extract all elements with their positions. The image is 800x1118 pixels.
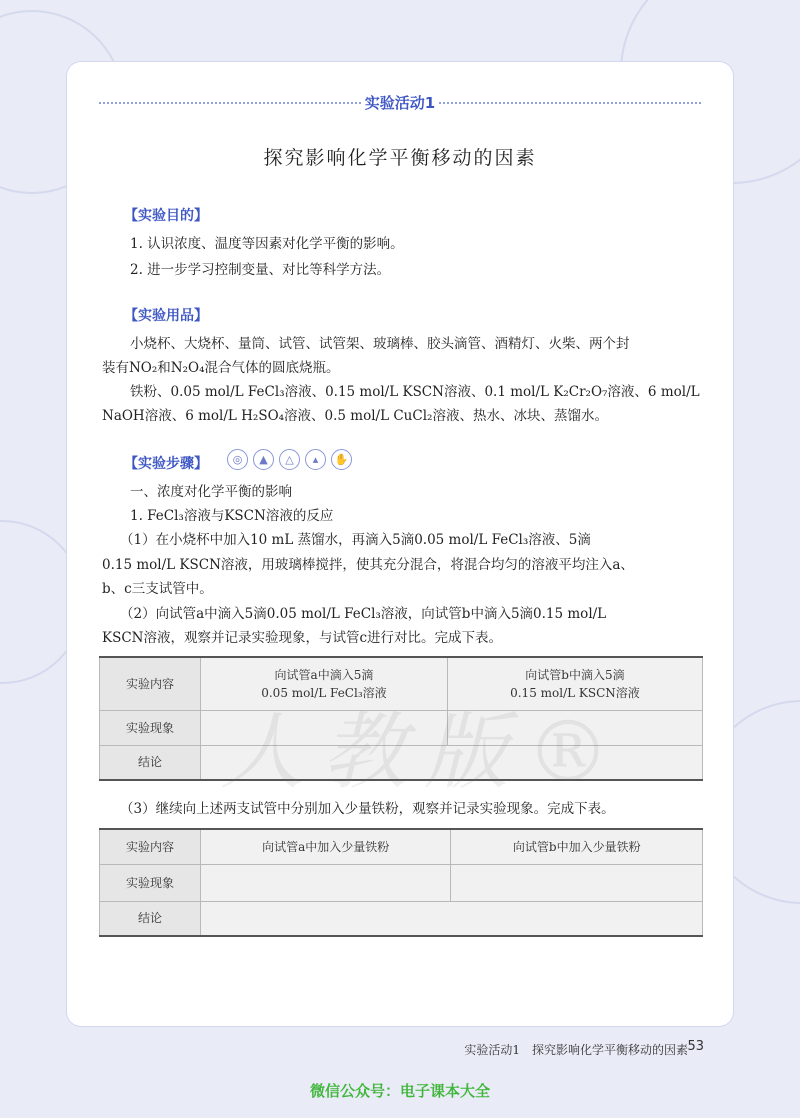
results-table-1: [99, 656, 703, 781]
materials-line-3: 铁粉、0.05 mol/L FeCl₃溶液、0.15 mol/L KSCN溶液、0.1 mol/L K₂Cr₂O₇溶液、6 mol/L: [130, 384, 700, 400]
tube-b-line-2: 0.15 mol/L KSCN溶液: [510, 685, 640, 700]
page-card: [67, 62, 733, 1026]
step2-line-1: （2）向试管a中滴入5滴0.05 mol/L FeCl₃溶液，向试管b中滴入5滴0.15 mol/L: [120, 606, 607, 622]
conclusion-field[interactable]: [201, 901, 703, 936]
step2-line-2: KSCN溶液，观察并记录实验现象，与试管c进行对比。完成下表。: [102, 630, 503, 646]
tube-b-line-1: 向试管b中滴入5滴: [525, 667, 625, 682]
column-tube-a: 向试管a中加入少量铁粉: [201, 829, 451, 864]
table-row: [100, 901, 703, 936]
conclusion-field[interactable]: [201, 745, 703, 780]
tube-a-line-2: 0.05 mol/L FeCl₃溶液: [261, 685, 387, 700]
materials-heading: 【实验用品】: [124, 308, 208, 324]
table-row: [100, 710, 703, 745]
materials-line-1: 小烧杯、大烧杯、量筒、试管、试管架、玻璃棒、胶头滴管、酒精灯、火柴、两个封: [130, 336, 630, 352]
objective-item-2: 2. 进一步学习控制变量、对比等科学方法。: [130, 262, 391, 278]
activity-label: 实验活动1: [364, 94, 436, 112]
row-label-conclusion: 结论: [100, 901, 201, 936]
column-tube-b: 向试管b中加入少量铁粉: [451, 829, 703, 864]
row-label-content: 实验内容: [100, 829, 201, 864]
tube-a-line-1: 向试管a中滴入5滴: [274, 667, 374, 682]
corrosive-icon: ▴: [305, 449, 326, 470]
flame-warning-icon: ▲: [253, 449, 274, 470]
page-footer: [0, 1037, 800, 1057]
activity-header: [99, 92, 701, 112]
column-tube-a: [201, 657, 448, 710]
table-row: [100, 864, 703, 901]
procedure-part-1: 一、浓度对化学平衡的影响: [130, 484, 292, 500]
step3-line: （3）继续向上述两支试管中分别加入少量铁粉，观察并记录实验现象。完成下表。: [120, 801, 615, 817]
hand-wash-icon: ✋: [331, 449, 352, 470]
phenomenon-b-field[interactable]: [447, 710, 702, 745]
row-label-phenomenon: 实验现象: [100, 710, 201, 745]
row-label-phenomenon: 实验现象: [100, 864, 201, 901]
header-divider-right: [439, 102, 701, 104]
materials-line-4: NaOH溶液、6 mol/L H₂SO₄溶液、0.5 mol/L CuCl₂溶液、热水、冰块、蒸馏水。: [102, 408, 608, 424]
phenomenon-a-field[interactable]: [201, 864, 451, 901]
column-tube-b: [447, 657, 702, 710]
results-table-2: [99, 828, 703, 937]
phenomenon-a-field[interactable]: [201, 710, 448, 745]
page-title: 探究影响化学平衡移动的因素: [263, 147, 537, 169]
materials-line-2: 装有NO₂和N₂O₄混合气体的圆底烧瓶。: [102, 360, 340, 376]
row-label-conclusion: 结论: [100, 745, 201, 780]
phenomenon-b-field[interactable]: [451, 864, 703, 901]
footer-caption: 实验活动1 探究影响化学平衡移动的因素: [464, 1043, 688, 1057]
table-row: [100, 829, 703, 864]
table-row: [100, 745, 703, 780]
goggles-icon: ◎: [227, 449, 248, 470]
procedure-sub-1: 1. FeCl₃溶液与KSCN溶液的反应: [130, 508, 334, 524]
table-row: [100, 657, 703, 710]
step1-line-2: 0.15 mol/L KSCN溶液，用玻璃棒搅拌，使其充分混合，将混合均匀的溶液平均注入a、: [102, 557, 634, 573]
source-credit: 微信公众号：电子课本大全: [309, 1082, 490, 1100]
step1-line-1: （1）在小烧杯中加入10 mL 蒸馏水，再滴入5滴0.05 mol/L FeCl₃溶液、5滴: [120, 532, 591, 548]
objective-heading: 【实验目的】: [124, 208, 208, 224]
page-number: 53: [687, 1039, 704, 1054]
row-label-content: 实验内容: [100, 657, 201, 710]
procedure-heading: 【实验步骤】: [124, 456, 208, 472]
hazard-icon: △: [279, 449, 300, 470]
objective-item-1: 1. 认识浓度、温度等因素对化学平衡的影响。: [130, 236, 404, 252]
safety-icons: [227, 449, 352, 470]
step1-line-3: b、c三支试管中。: [102, 581, 213, 597]
